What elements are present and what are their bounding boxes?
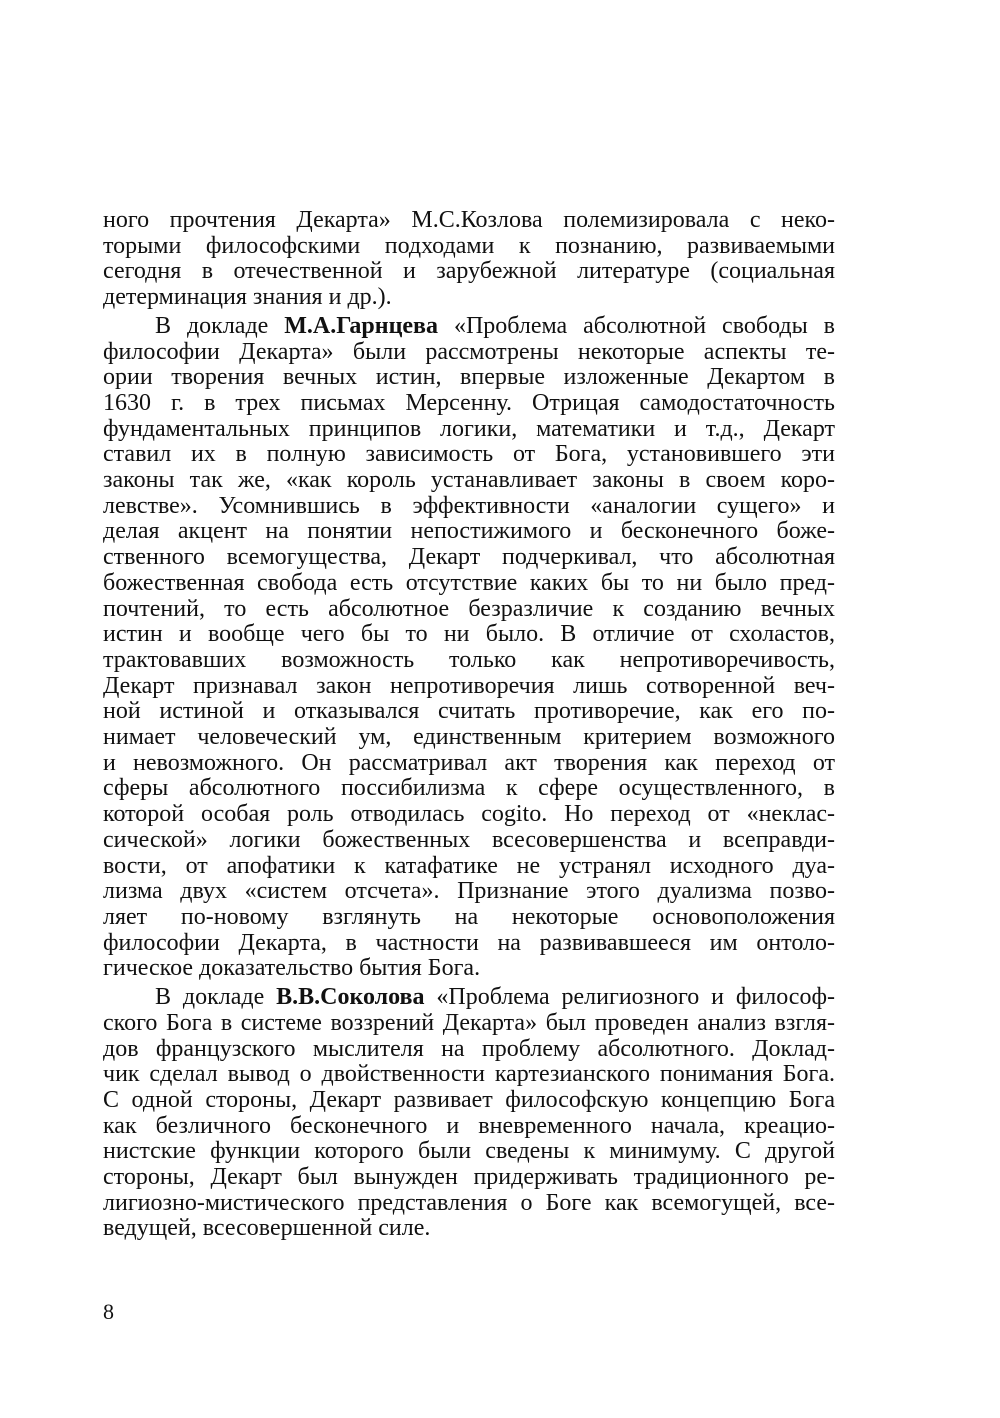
text-line: законы так же, «как король устанавливает законы в своем коро- [103, 467, 835, 494]
text-line: гическое доказательство бытия Бога. [103, 955, 481, 982]
text-line: философии Декарта, в частности на развивавшееся им онтоло- [103, 929, 835, 956]
text-line: делая акцент на понятии непостижимого и бесконечного боже- [103, 518, 835, 545]
text-line: Декарт признавал закон непротиворечия лишь сотворенной веч- [103, 672, 835, 699]
text-line: ственного всемогущества, Декарт подчеркивал, что абсолютная [103, 544, 835, 571]
text-line: философии Декарта» были рассмотрены некоторые аспекты те- [103, 338, 835, 365]
text-line: почтений, то есть абсолютное безразличие к созданию вечных [103, 595, 835, 622]
text-line: чик сделал вывод о двойственности картезианского понимания Бога. [103, 1061, 835, 1088]
page-text [103, 208, 835, 1242]
text-line: левстве». Усомнившись в эффективности «аналогии сущего» и [103, 492, 835, 519]
text-line [103, 985, 835, 1011]
text-line: лигиозно-мистического представления о Боге как всемогущей, все- [103, 1189, 835, 1216]
speaker-name: В.В.Соколова [276, 984, 425, 1011]
paragraph-intro: В докладе [155, 312, 285, 339]
text-line: ставил их в полную зависимость от Бога, установившего эти [103, 441, 835, 468]
text-line: нимает человеческий ум, единственным критерием возможного [103, 724, 835, 751]
text-line: 1630 г. в трех письмах Мерсенну. Отрицая самодостаточность [103, 389, 835, 416]
text-line: вости, от апофатики к катафатике не устранял исходного дуа- [103, 852, 835, 879]
text-line: и невозможного. Он рассматривал акт творения как переход от [103, 749, 835, 776]
text-line: дов французского мыслителя на проблему абсолютного. Доклад- [103, 1035, 835, 1062]
text-line: торыми философскими подходами к познанию, развиваемыми [103, 232, 835, 259]
page-number: 8 [103, 1299, 114, 1324]
text-line: сферы абсолютного поссибилизма к сфере осуществленного, в [103, 775, 835, 802]
text-line: лизма двух «систем отсчета». Признание этого дуализма позво- [103, 878, 835, 905]
text-line: ского Бога в системе воззрений Декарта» был проведен анализ взгля- [103, 1009, 835, 1036]
text-line: нистские функции которого были сведены к минимуму. С другой [103, 1138, 835, 1165]
text-line: стороны, Декарт был вынужден придерживать традиционного ре- [103, 1164, 835, 1191]
text-line: сической» логики божественных всесовершенства и всеправди- [103, 826, 835, 853]
paragraph-first-line-rest: «Проблема абсолютной свободы в [438, 312, 835, 339]
text-line: С одной стороны, Декарт развивает философскую концепцию Бога [103, 1086, 835, 1113]
text-line: как безличного бесконечного и вневременного начала, креацио- [103, 1112, 835, 1139]
text-line: трактовавших возможность только как непротиворечивость, [103, 646, 835, 673]
text-line [103, 314, 835, 340]
text-line: которой особая роль отводилась cogito. Но переход от «неклас- [103, 801, 835, 828]
speaker-name: М.А.Гарнцева [284, 312, 439, 339]
text-line: ного прочтения Декарта» М.С.Козлова полемизировала с неко- [103, 207, 835, 233]
text-line: сегодня в отечественной и зарубежной литературе (социальная [103, 258, 835, 285]
text-line: ной истиной и отказывался считать противоречие, как его по- [103, 698, 835, 725]
paragraph-2 [103, 314, 835, 982]
text-line: ории творения вечных истин, впервые изложенные Декартом в [103, 364, 835, 391]
paragraph-first-line-rest: «Проблема религиозного и философ- [424, 984, 835, 1011]
paragraph-intro: В докладе [155, 984, 277, 1011]
text-line: фундаментальных принципов логики, математики и т.д., Декарт [103, 415, 835, 442]
text-line: божественная свобода есть отсутствие каких бы то ни было пред- [103, 569, 835, 596]
text-line: ведущей, всесовершенной силе. [103, 1215, 431, 1242]
text-line: детерминация знания и др.). [103, 284, 392, 311]
paragraph-3 [103, 985, 835, 1242]
text-line: ляет по-новому взглянуть на некоторые основоположения [103, 903, 835, 930]
text-line: истин и вообще чего бы то ни было. В отличие от схоластов, [103, 621, 835, 648]
paragraph-1 [103, 208, 835, 311]
